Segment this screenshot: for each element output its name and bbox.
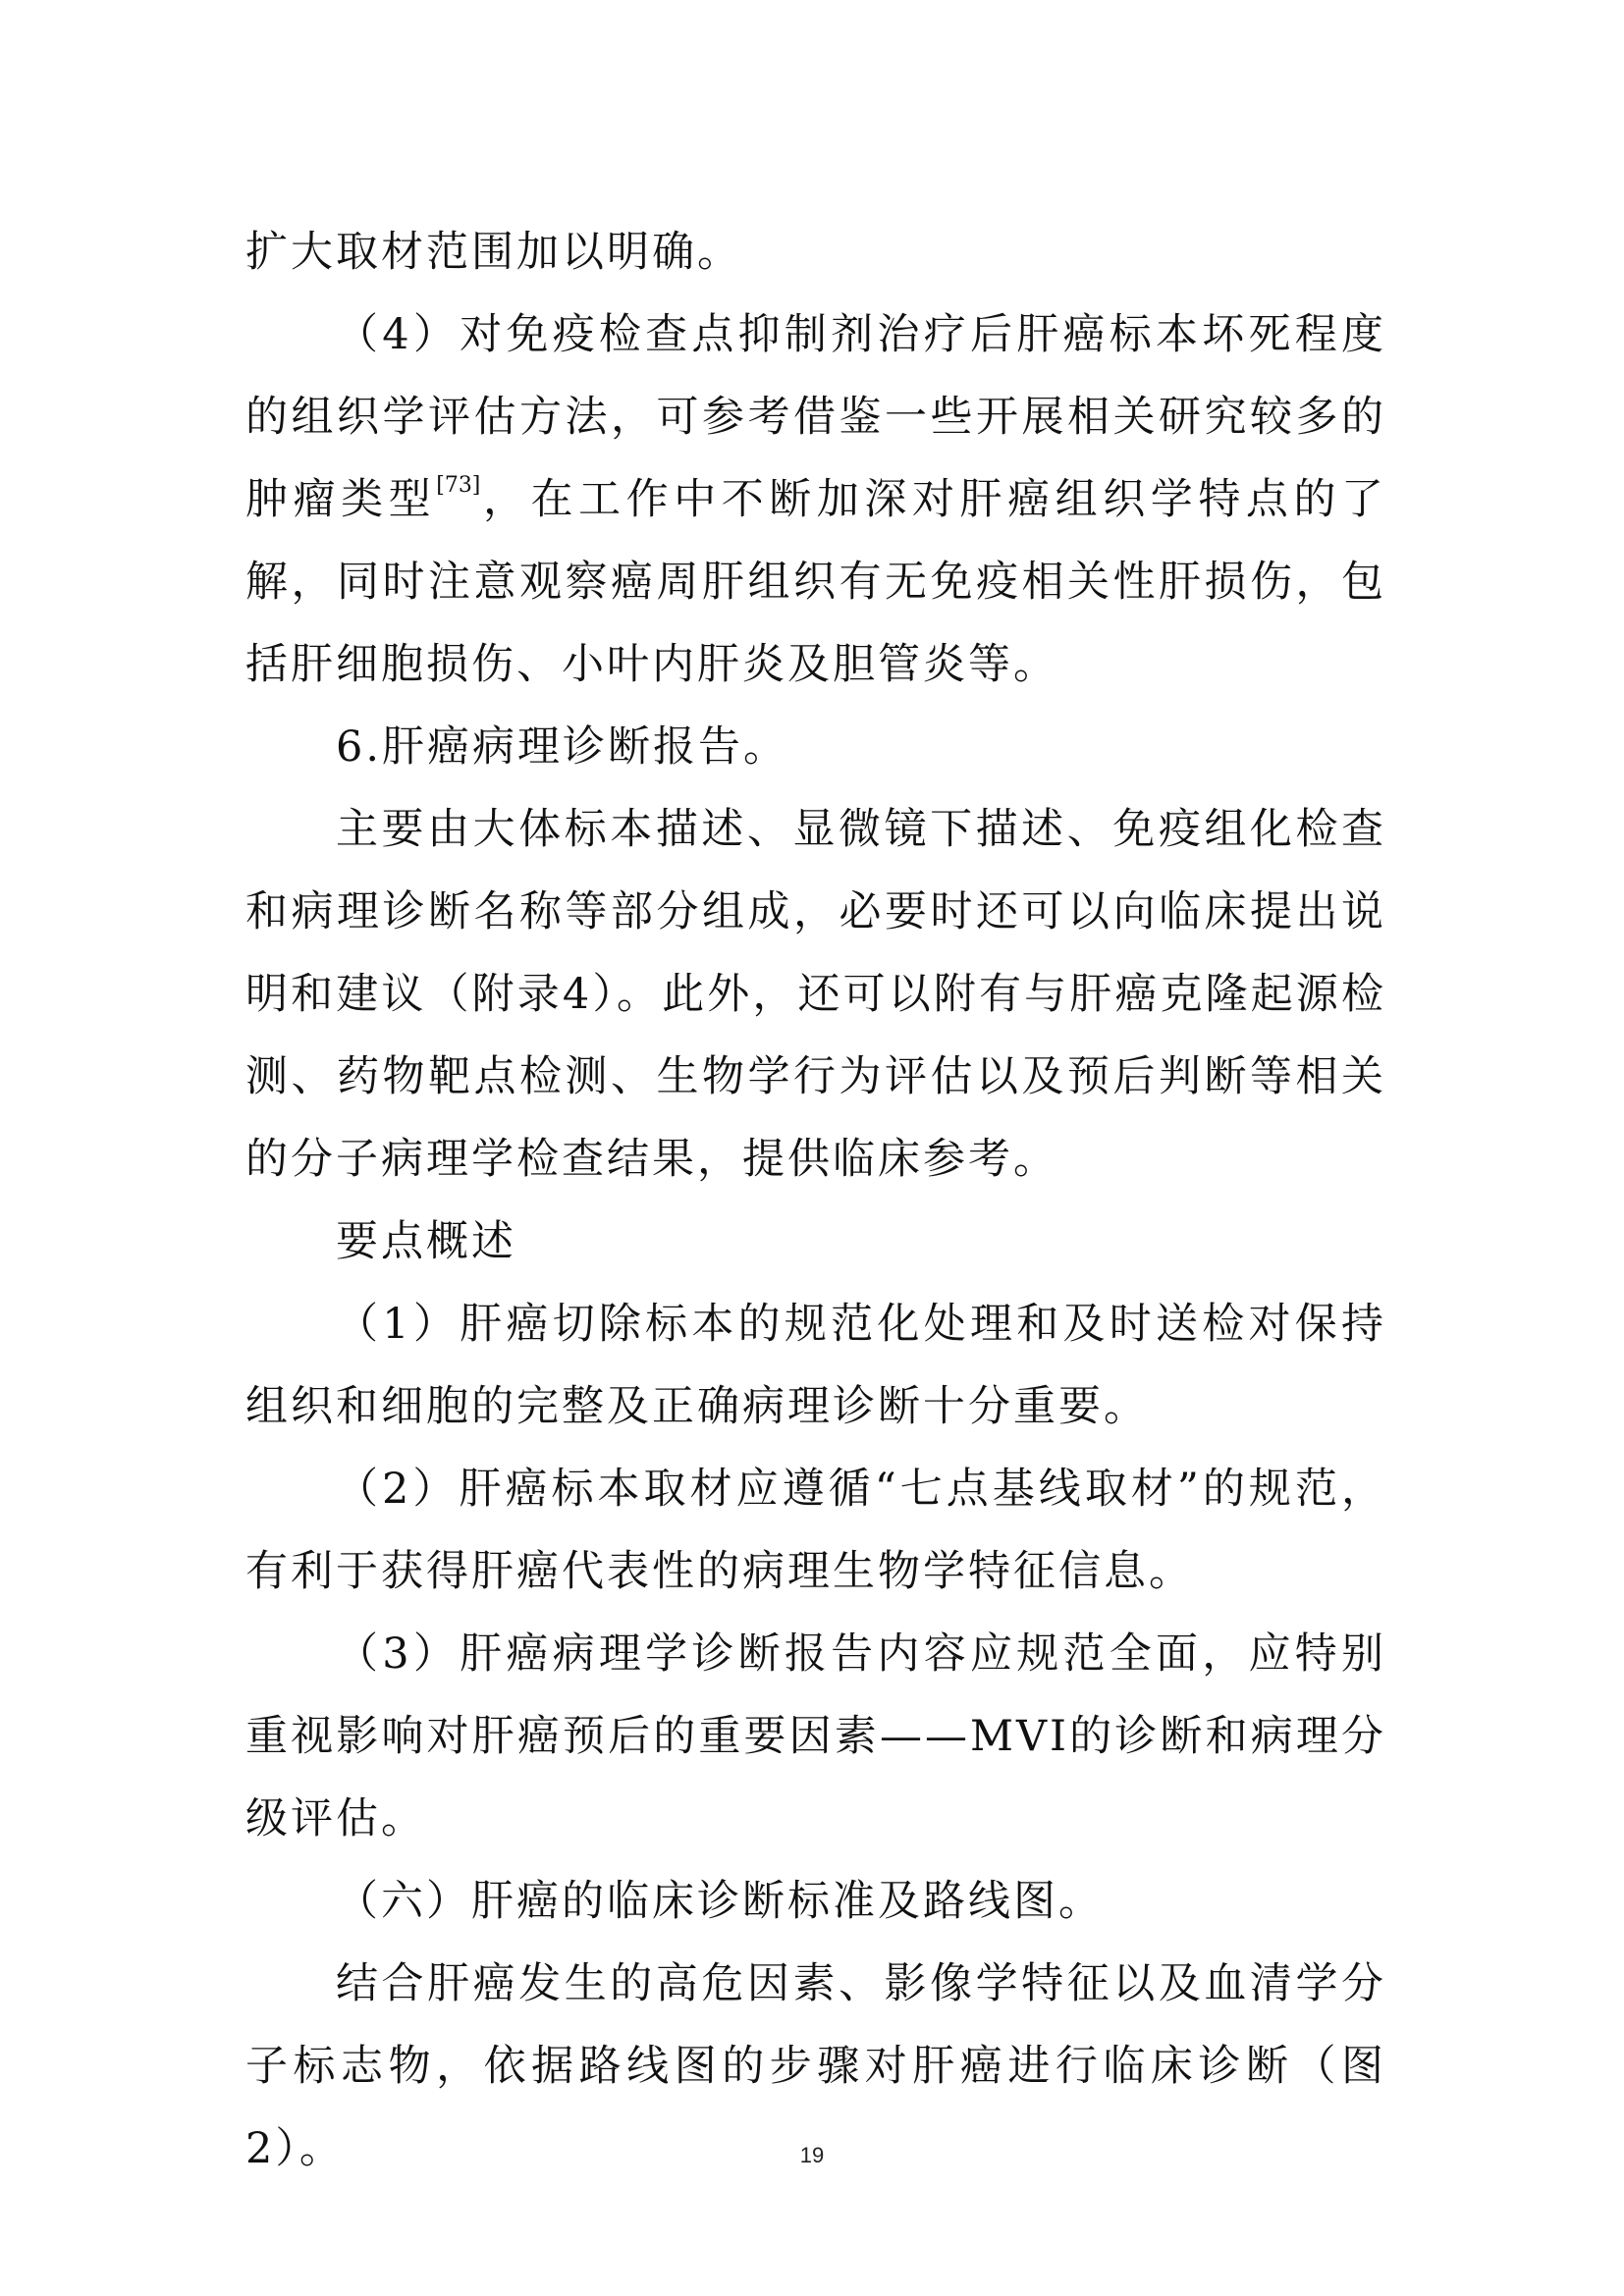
paragraph-continuation: 扩大取材范围加以明确。	[245, 228, 742, 277]
paragraph-clinical-diagnosis: 结合肝癌发生的高危因素、影像学特征以及血清学分子标志物，依据路线图的步骤对肝癌进行临床诊断（图2）。	[245, 1959, 1386, 2173]
paragraph-report-components: 主要由大体标本描述、显微镜下描述、免疫组化检查和病理诊断名称等部分组成，必要时还可以向临床提出说明和建议（附录4）。此外，还可以附有与肝癌克隆起源检测、药物靶点检测、生物学行为评估以及预后判断等相关的分子病理学检查结果，提供临床参考。	[245, 805, 1386, 1184]
paragraph-immunotherapy-evaluation	[245, 294, 1386, 706]
key-point-1: （1）肝癌切除标本的规范化处理和及时送检对保持组织和细胞的完整及正确病理诊断十分重要。	[245, 1300, 1386, 1431]
key-point-3: （3）肝癌病理学诊断报告内容应规范全面，应特别重视影响对肝癌预后的重要因素——MVI的诊断和病理分级评估。	[245, 1629, 1386, 1843]
page-number: 19	[799, 2143, 825, 2167]
document-body	[245, 211, 1386, 2190]
paragraph-text-continued: ，在工作中不断加深对肝癌组织学特点的了解，同时注意观察癌周肝组织有无免疫相关性肝损伤，包括肝细胞损伤、小叶内肝炎及胆管炎等。	[245, 475, 1387, 689]
section-heading-clinical-diagnosis: （六）肝癌的临床诊断标准及路线图。	[336, 1877, 1104, 1926]
section-heading-pathology-report: 6.肝癌病理诊断报告。	[336, 722, 789, 772]
key-point-2: （2）肝癌标本取材应遵循“七点基线取材”的规范，有利于获得肝癌代表性的病理生物学特征信息。	[245, 1465, 1386, 1596]
heading-key-points: 要点概述	[336, 1217, 516, 1266]
citation-reference: [73]	[436, 473, 481, 498]
paragraph-text: （4）对免疫检查点抑制剂治疗后肝癌标本坏死程度的组织学评估方法，可参考借鉴一些开展相关研究较多的肿瘤类型	[245, 310, 1386, 524]
